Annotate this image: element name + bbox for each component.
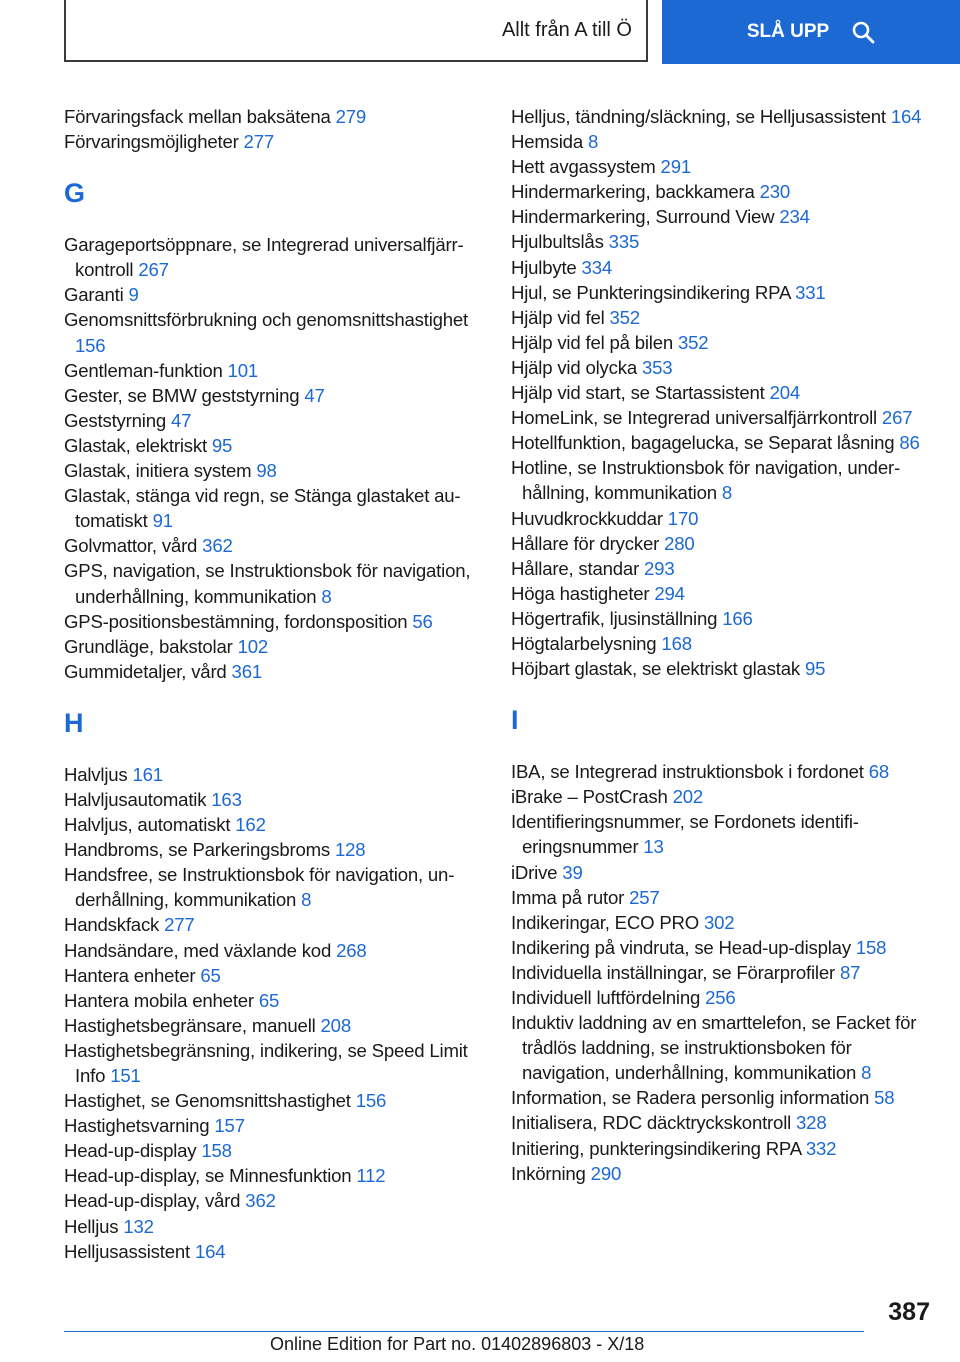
index-entry[interactable]: Handsfree, se Instruktionsbok för navigation, underhållning, kommunikation 8 bbox=[64, 864, 455, 911]
page-link[interactable]: 132 bbox=[123, 1215, 154, 1237]
index-entry[interactable]: Individuell luftfördelning 256 bbox=[511, 987, 736, 1008]
index-entry[interactable]: Helljus, tändning/släckning, se Helljusassistent 164 bbox=[511, 106, 922, 127]
page-link[interactable]: 98 bbox=[256, 460, 277, 482]
index-entry[interactable]: Garageportsöppnare, se Integrerad universalfjärrkontroll 267 bbox=[64, 234, 464, 281]
footer-text: Online Edition for Part no. 01402896803 - X/18 bbox=[270, 1334, 645, 1354]
index-entry[interactable]: IBA, se Integrerad instruktionsbok i fordonet 68 bbox=[511, 761, 890, 783]
page-link[interactable]: 290 bbox=[590, 1162, 622, 1184]
index-entry[interactable]: HomeLink, se Integrerad universalfjärrkontroll 267 bbox=[511, 407, 913, 429]
page-link[interactable]: 47 bbox=[304, 384, 325, 406]
page-link[interactable]: 157 bbox=[214, 1115, 245, 1137]
index-entry[interactable]: Hindermarkering, backkamera 230 bbox=[511, 181, 791, 203]
index-entry[interactable]: Huvudkrockkuddar 170 bbox=[511, 507, 699, 529]
page-link[interactable]: 65 bbox=[258, 989, 280, 1011]
index-entry[interactable]: Hjälp vid fel 352 bbox=[511, 306, 640, 328]
index-entry[interactable]: Head-up-display, vård 362 bbox=[64, 1190, 276, 1212]
index-entry[interactable]: Imma på rutor 257 bbox=[511, 886, 660, 908]
page-link[interactable]: 277 bbox=[243, 131, 274, 153]
index-entry[interactable]: Förvaringsmöjligheter 277 bbox=[64, 131, 274, 153]
index-entry[interactable]: Gentleman-funktion 101 bbox=[64, 359, 259, 381]
page-link[interactable]: 293 bbox=[644, 557, 675, 579]
index-entry[interactable]: Helljus 132 bbox=[64, 1215, 154, 1237]
page-link[interactable]: 158 bbox=[855, 936, 887, 958]
page-link[interactable]: 164 bbox=[890, 106, 922, 127]
index-entry[interactable]: Högertrafik, ljusinställning 166 bbox=[511, 607, 753, 629]
index-entry[interactable]: Handskfack 277 bbox=[64, 914, 195, 936]
index-entry[interactable]: Hastighetsbegränsare, manuell 208 bbox=[64, 1014, 351, 1036]
page-link[interactable]: 352 bbox=[677, 331, 709, 353]
index-entry[interactable]: iBrake – PostCrash 202 bbox=[511, 786, 703, 808]
page-link[interactable]: 268 bbox=[336, 939, 367, 961]
index-column-right bbox=[511, 104, 931, 1186]
index-entry[interactable]: Hotline, se Instruktionsbok för navigation, underhållning, kommunikation 8 bbox=[511, 457, 901, 504]
index-entry[interactable]: Handsändare, med växlande kod 268 bbox=[64, 939, 367, 961]
index-entry[interactable]: Hastighet, se Genomsnittshastighet 156 bbox=[64, 1090, 387, 1112]
page-link[interactable]: 362 bbox=[245, 1190, 276, 1212]
index-entry[interactable]: Hållare för drycker 280 bbox=[511, 532, 695, 554]
page-link[interactable]: 163 bbox=[211, 788, 242, 810]
page-link[interactable]: 9 bbox=[128, 284, 139, 306]
search-icon bbox=[851, 20, 875, 44]
page-link[interactable]: 164 bbox=[194, 1240, 226, 1262]
page-link[interactable]: 335 bbox=[608, 231, 640, 253]
index-entry[interactable]: Geststyrning 47 bbox=[64, 409, 192, 431]
page-link[interactable]: 39 bbox=[562, 861, 583, 883]
page-link[interactable]: 8 bbox=[721, 482, 732, 504]
section-letter-i: I bbox=[511, 705, 519, 736]
page-link[interactable]: 13 bbox=[643, 836, 664, 858]
page-link[interactable]: 302 bbox=[703, 911, 735, 933]
page-link[interactable]: 331 bbox=[795, 281, 826, 303]
page-link[interactable]: 257 bbox=[629, 886, 660, 908]
page-link[interactable]: 156 bbox=[75, 334, 106, 356]
page-link[interactable]: 87 bbox=[839, 961, 861, 983]
page-link[interactable]: 361 bbox=[231, 660, 262, 682]
page-link[interactable]: 334 bbox=[581, 256, 612, 278]
page-link[interactable]: 8 bbox=[587, 131, 599, 153]
index-entry[interactable]: Grundläge, bakstolar 102 bbox=[64, 635, 269, 657]
footer-divider bbox=[64, 1331, 864, 1332]
index-entry[interactable]: Golvmattor, vård 362 bbox=[64, 535, 233, 557]
index-entry[interactable]: iDrive 39 bbox=[511, 861, 583, 883]
page-link[interactable]: 277 bbox=[164, 914, 195, 936]
page-link[interactable]: 362 bbox=[202, 535, 233, 557]
index-entry[interactable]: Head-up-display, se Minnesfunktion 112 bbox=[64, 1165, 386, 1187]
index-entry[interactable]: Hjälp vid olycka 353 bbox=[511, 356, 673, 378]
page-link[interactable]: 279 bbox=[335, 106, 367, 127]
index-column-left bbox=[64, 104, 484, 1264]
page-link[interactable]: 68 bbox=[868, 761, 890, 783]
index-entry[interactable]: Gester, se BMW geststyrning 47 bbox=[64, 384, 325, 406]
page-link[interactable]: 161 bbox=[132, 763, 163, 785]
index-entry[interactable]: GPS, navigation, se Instruktionsbok för navigation, underhållning, kommunikation 8 bbox=[64, 560, 471, 607]
index-entry[interactable]: Höga hastigheter 294 bbox=[511, 582, 685, 604]
search-label: SLÅ UPP bbox=[746, 21, 830, 42]
index-entry[interactable]: Induktiv laddning av en smarttelefon, se Facket för trådlös laddning, se instruktionsboken för navigation, underhållning, kommunikation 8 bbox=[511, 1012, 917, 1084]
index-entry[interactable]: Glastak, initiera system 98 bbox=[64, 460, 277, 482]
index-entry[interactable]: Hjulbyte 334 bbox=[511, 256, 612, 278]
page-link[interactable]: 102 bbox=[237, 635, 269, 657]
page-link[interactable]: 128 bbox=[334, 839, 366, 861]
index-entry[interactable]: GPS-positionsbestämning, fordonsposition 56 bbox=[64, 610, 433, 632]
page-link[interactable]: 8 bbox=[321, 585, 332, 607]
index-entry[interactable]: Hjul, se Punkteringsindikering RPA 331 bbox=[511, 281, 826, 303]
index-entry[interactable]: Head-up-display 158 bbox=[64, 1140, 232, 1162]
index-entry[interactable]: Hindermarkering, Surround View 234 bbox=[511, 206, 810, 228]
index-entry[interactable]: Hastighetsvarning 157 bbox=[64, 1115, 245, 1137]
page-link[interactable]: 8 bbox=[301, 889, 312, 911]
page-link[interactable]: 170 bbox=[667, 507, 699, 529]
page-link[interactable]: 202 bbox=[672, 786, 703, 808]
section-letter-g: G bbox=[64, 178, 86, 209]
index-entry[interactable]: Inkörning 290 bbox=[511, 1162, 622, 1184]
page-link[interactable]: 156 bbox=[355, 1090, 387, 1112]
index-entry[interactable]: Glastak, stänga vid regn, se Stänga glastaket automatiskt 91 bbox=[64, 485, 461, 532]
a-to-z-tab[interactable] bbox=[64, 0, 648, 62]
index-entry[interactable]: Halvljus, automatiskt 162 bbox=[64, 814, 266, 836]
index-entry[interactable]: Hjulbultslås 335 bbox=[511, 231, 640, 253]
index-entry[interactable]: Högtalarbelysning 168 bbox=[511, 632, 692, 654]
page-link[interactable]: 208 bbox=[320, 1014, 351, 1036]
index-entry[interactable]: Individuella inställningar, se Förarprofiler 87 bbox=[511, 961, 861, 983]
index-entry[interactable]: Garanti 9 bbox=[64, 284, 139, 306]
page-link[interactable]: 256 bbox=[705, 987, 736, 1008]
index-entry[interactable]: Halvljusautomatik 163 bbox=[64, 788, 242, 810]
index-entry[interactable]: Identifieringsnummer, se Fordonets identifieringsnummer 13 bbox=[511, 811, 859, 858]
page-link[interactable]: 204 bbox=[769, 382, 801, 404]
index-entry[interactable]: Hastighetsbegränsning, indikering, se Speed Limit Info 151 bbox=[64, 1039, 468, 1086]
page-link[interactable]: 95 bbox=[804, 658, 826, 680]
page-link[interactable]: 280 bbox=[664, 532, 695, 554]
page-link[interactable]: 95 bbox=[211, 434, 233, 456]
index-entry[interactable]: Gummidetaljer, vård 361 bbox=[64, 660, 262, 682]
index-entry[interactable]: Helljusassistent 164 bbox=[64, 1240, 226, 1262]
page-link[interactable]: 112 bbox=[356, 1165, 386, 1187]
index-entry[interactable]: Initialisera, RDC däcktryckskontroll 328 bbox=[511, 1112, 827, 1134]
page-link[interactable]: 56 bbox=[412, 610, 433, 632]
page-link[interactable]: 162 bbox=[235, 814, 266, 836]
page-link[interactable]: 294 bbox=[654, 582, 685, 604]
index-entry[interactable]: Halvljus 161 bbox=[64, 763, 163, 785]
index-entry[interactable]: Hett avgassystem 291 bbox=[511, 156, 691, 178]
page-link[interactable]: 91 bbox=[152, 510, 173, 532]
page-link[interactable]: 230 bbox=[759, 181, 791, 203]
index-entry[interactable]: Hållare, standar 293 bbox=[511, 557, 675, 579]
page-link[interactable]: 332 bbox=[805, 1137, 837, 1159]
index-entry[interactable]: Glastak, elektriskt 95 bbox=[64, 434, 233, 456]
page-link[interactable]: 267 bbox=[138, 259, 169, 281]
page-number: 387 bbox=[888, 1298, 930, 1326]
page-link[interactable]: 151 bbox=[110, 1065, 141, 1086]
index-entry[interactable]: Handbroms, se Parkeringsbroms 128 bbox=[64, 839, 366, 861]
page-link[interactable]: 166 bbox=[722, 607, 753, 629]
page-link[interactable]: 291 bbox=[660, 156, 691, 178]
footer-edition bbox=[270, 1334, 960, 1362]
index-entry[interactable]: Information, se Radera personlig information 58 bbox=[511, 1087, 895, 1109]
page-link[interactable]: 267 bbox=[881, 407, 913, 429]
a-to-z-label: Allt från A till Ö bbox=[501, 18, 632, 41]
page-link[interactable]: 328 bbox=[796, 1112, 827, 1134]
page-link[interactable]: 58 bbox=[874, 1087, 895, 1109]
top-bar bbox=[0, 0, 960, 66]
index-entry[interactable]: Hantera mobila enheter 65 bbox=[64, 989, 280, 1011]
search-button[interactable] bbox=[662, 0, 960, 64]
page-link[interactable]: 65 bbox=[200, 964, 221, 986]
page-link[interactable]: 8 bbox=[861, 1062, 872, 1084]
index-entry[interactable]: Hjälp vid fel på bilen 352 bbox=[511, 331, 709, 353]
page-link[interactable]: 86 bbox=[899, 432, 920, 454]
index-entry[interactable]: Förvaringsfack mellan baksätena 279 bbox=[64, 106, 367, 127]
page-link[interactable]: 101 bbox=[227, 359, 259, 381]
index-entry[interactable]: Genomsnittsförbrukning och genomsnittshastighet 156 bbox=[64, 309, 469, 356]
page-link[interactable]: 234 bbox=[779, 206, 810, 228]
page-link[interactable]: 352 bbox=[609, 306, 640, 328]
page-link[interactable]: 158 bbox=[201, 1140, 232, 1162]
page-link[interactable]: 353 bbox=[641, 356, 673, 378]
index-entry[interactable]: Hjälp vid start, se Startassistent 204 bbox=[511, 382, 801, 404]
index-entry[interactable]: Hotellfunktion, bagagelucka, se Separat låsning 86 bbox=[511, 432, 920, 454]
index-entry[interactable]: Höjbart glastak, se elektriskt glastak 95 bbox=[511, 658, 826, 680]
section-letter-h: H bbox=[64, 707, 84, 738]
page-link[interactable]: 168 bbox=[661, 632, 692, 654]
index-entry[interactable]: Indikeringar, ECO PRO 302 bbox=[511, 911, 735, 933]
page-link[interactable]: 47 bbox=[170, 409, 192, 431]
index-entry[interactable]: Initiering, punkteringsindikering RPA 332 bbox=[511, 1137, 837, 1159]
index-entry[interactable]: Hantera enheter 65 bbox=[64, 964, 221, 986]
index-entry[interactable]: Indikering på vindruta, se Head-up-display 158 bbox=[511, 936, 887, 958]
index-entry[interactable]: Hemsida 8 bbox=[511, 131, 599, 153]
